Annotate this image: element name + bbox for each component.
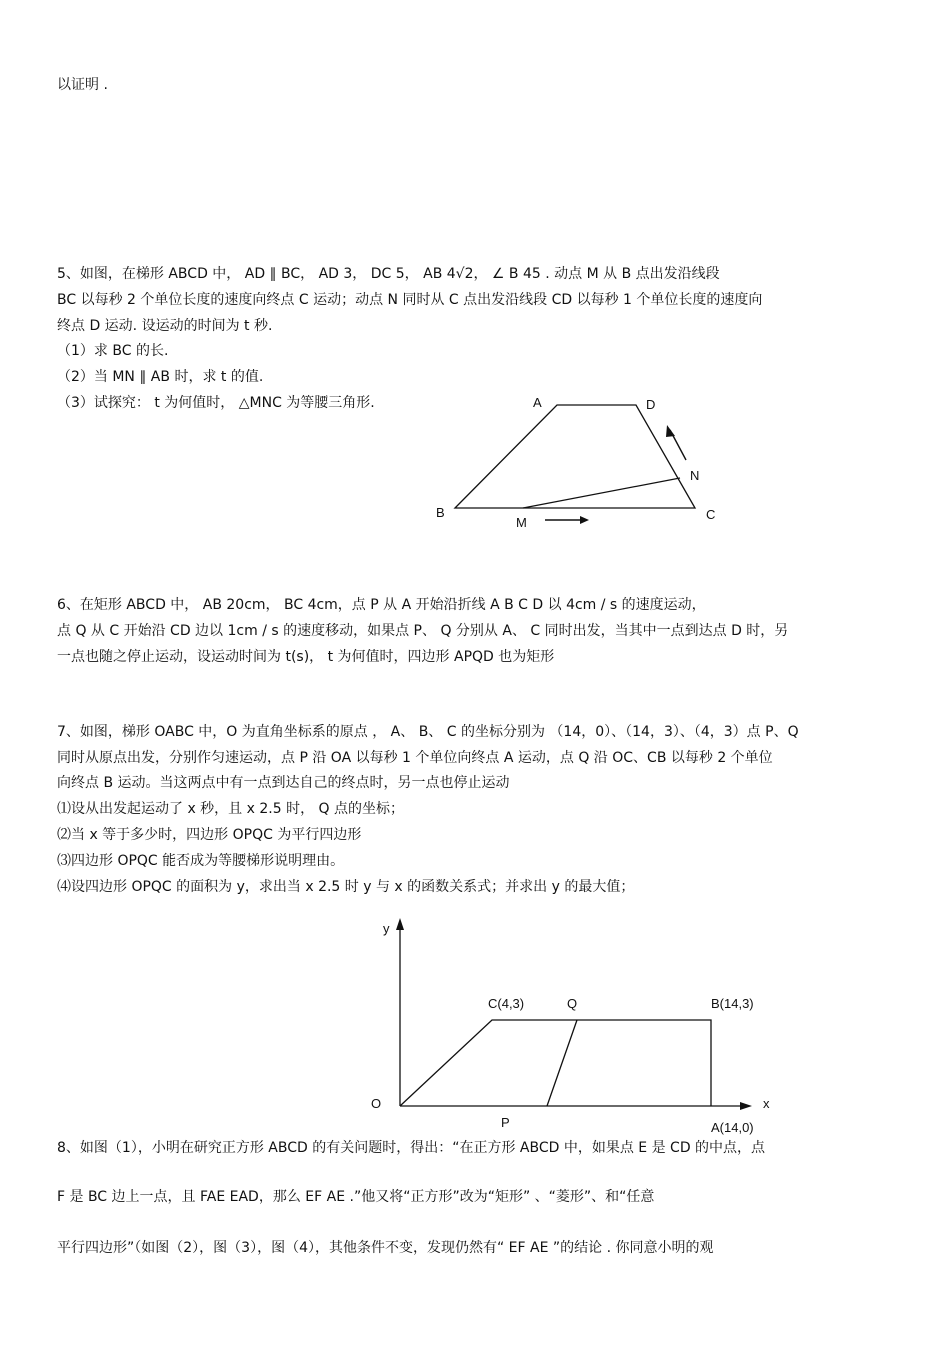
label-a: A (533, 395, 542, 410)
problem-7-question-3: ⑶四边形 OPQC 能否成为等腰梯形说明理由。 (57, 853, 345, 869)
x-axis-arrow (740, 1102, 752, 1110)
segment-pq (547, 1020, 577, 1106)
problem-7-line-2: 同时从原点出发，分别作匀速运动，点 P 沿 OA 以每秒 1 个单位向终点 A 运动，点 Q 沿 OC、CB 以每秒 2 个单位 (57, 750, 773, 766)
problem-5-line-3: 终点 D 运动. 设运动的时间为 t 秒. (57, 318, 273, 334)
coordinate-figure (360, 910, 780, 1135)
problem-8-line-1: 8、如图（1），小明在研究正方形 ABCD 的有关问题时，得出：“在正方形 ABCD 中，如果点 E 是 CD 的中点，点 (57, 1140, 766, 1156)
problem-7-question-4: ⑷设四边形 OPQC 的面积为 y，求出当 x 2.5 时 y 与 x 的函数关系式；并求出 y 的最大值； (57, 879, 635, 895)
label-q: Q (567, 996, 578, 1011)
label-c: C (706, 507, 716, 522)
label-a: A(14,0) (711, 1120, 754, 1135)
label-b: B (436, 505, 445, 520)
problem-5-line-1: 5、如图，在梯形 ABCD 中， AD ∥ BC， AD 3， DC 5， AB 4√2， ∠ B 45 . 动点 M 从 B 点出发沿线段 (57, 266, 720, 282)
problem-8-line-3: 平行四边形”（如图（2），图（3），图（4），其他条件不变，发现仍然有“ EF AE ”的结论 . 你同意小明的观 (57, 1240, 714, 1256)
label-m: M (516, 515, 527, 530)
problem-6-line-3: 一点也随之停止运动，设运动时间为 t(s)， t 为何值时，四边形 APQD 也为矩形 (57, 649, 555, 665)
problem-7-line-1: 7、如图，梯形 OABC 中，O 为直角坐标系的原点 ， A、 B、 C 的坐标分别为 （14，0）、（14，3）、（4，3）点 P、Q (57, 724, 799, 740)
y-axis-arrow (396, 918, 404, 930)
intro-text: 以证明 . (57, 77, 108, 93)
problem-8-line-2: F 是 BC 边上一点，且 FAE EAD，那么 EF AE .”他又将“正方形”改为“矩形” 、“菱形”、和“任意 (57, 1189, 655, 1205)
label-y: y (383, 921, 390, 936)
problem-7-line-3: 向终点 B 运动。当这两点中有一点到达自己的终点时，另一点也停止运动 (57, 775, 510, 791)
problem-5-question-1: （1）求 BC 的长. (57, 343, 169, 359)
label-p: P (501, 1115, 510, 1130)
label-o: O (371, 1096, 382, 1111)
label-c: C(4,3) (488, 996, 525, 1011)
arrow-n-head (666, 425, 675, 437)
trapezoid-figure (420, 385, 740, 535)
label-d: D (646, 397, 656, 412)
label-n: N (690, 468, 700, 483)
arrow-m-head (580, 516, 589, 524)
label-x: x (763, 1096, 770, 1111)
trapezoid-oabc (400, 1020, 711, 1106)
problem-6-line-1: 6、在矩形 ABCD 中， AB 20cm， BC 4cm，点 P 从 A 开始沿折线 A B C D 以 4cm / s 的速度运动， (57, 597, 706, 613)
problem-6-line-2: 点 Q 从 C 开始沿 CD 边以 1cm / s 的速度移动，如果点 P、 Q 分别从 A、 C 同时出发，当其中一点到达点 D 时，另 (57, 623, 789, 639)
problem-5-line-2: BC 以每秒 2 个单位长度的速度向终点 C 运动；动点 N 同时从 C 点出发沿线段 CD 以每秒 1 个单位长度的速度向 (57, 292, 763, 308)
problem-5-question-2: （2）当 MN ∥ AB 时，求 t 的值. (57, 369, 264, 385)
trapezoid-outline (455, 405, 695, 508)
segment-mn (523, 478, 680, 508)
problem-7-question-1: ⑴设从出发起运动了 x 秒，且 x 2.5 时， Q 点的坐标； (57, 801, 405, 817)
problem-7-question-2: ⑵当 x 等于多少时，四边形 OPQC 为平行四边形 (57, 827, 362, 843)
label-b: B(14,3) (711, 996, 754, 1011)
problem-5-question-3: （3）试探究： t 为何值时， △MNC 为等腰三角形. (57, 395, 375, 411)
